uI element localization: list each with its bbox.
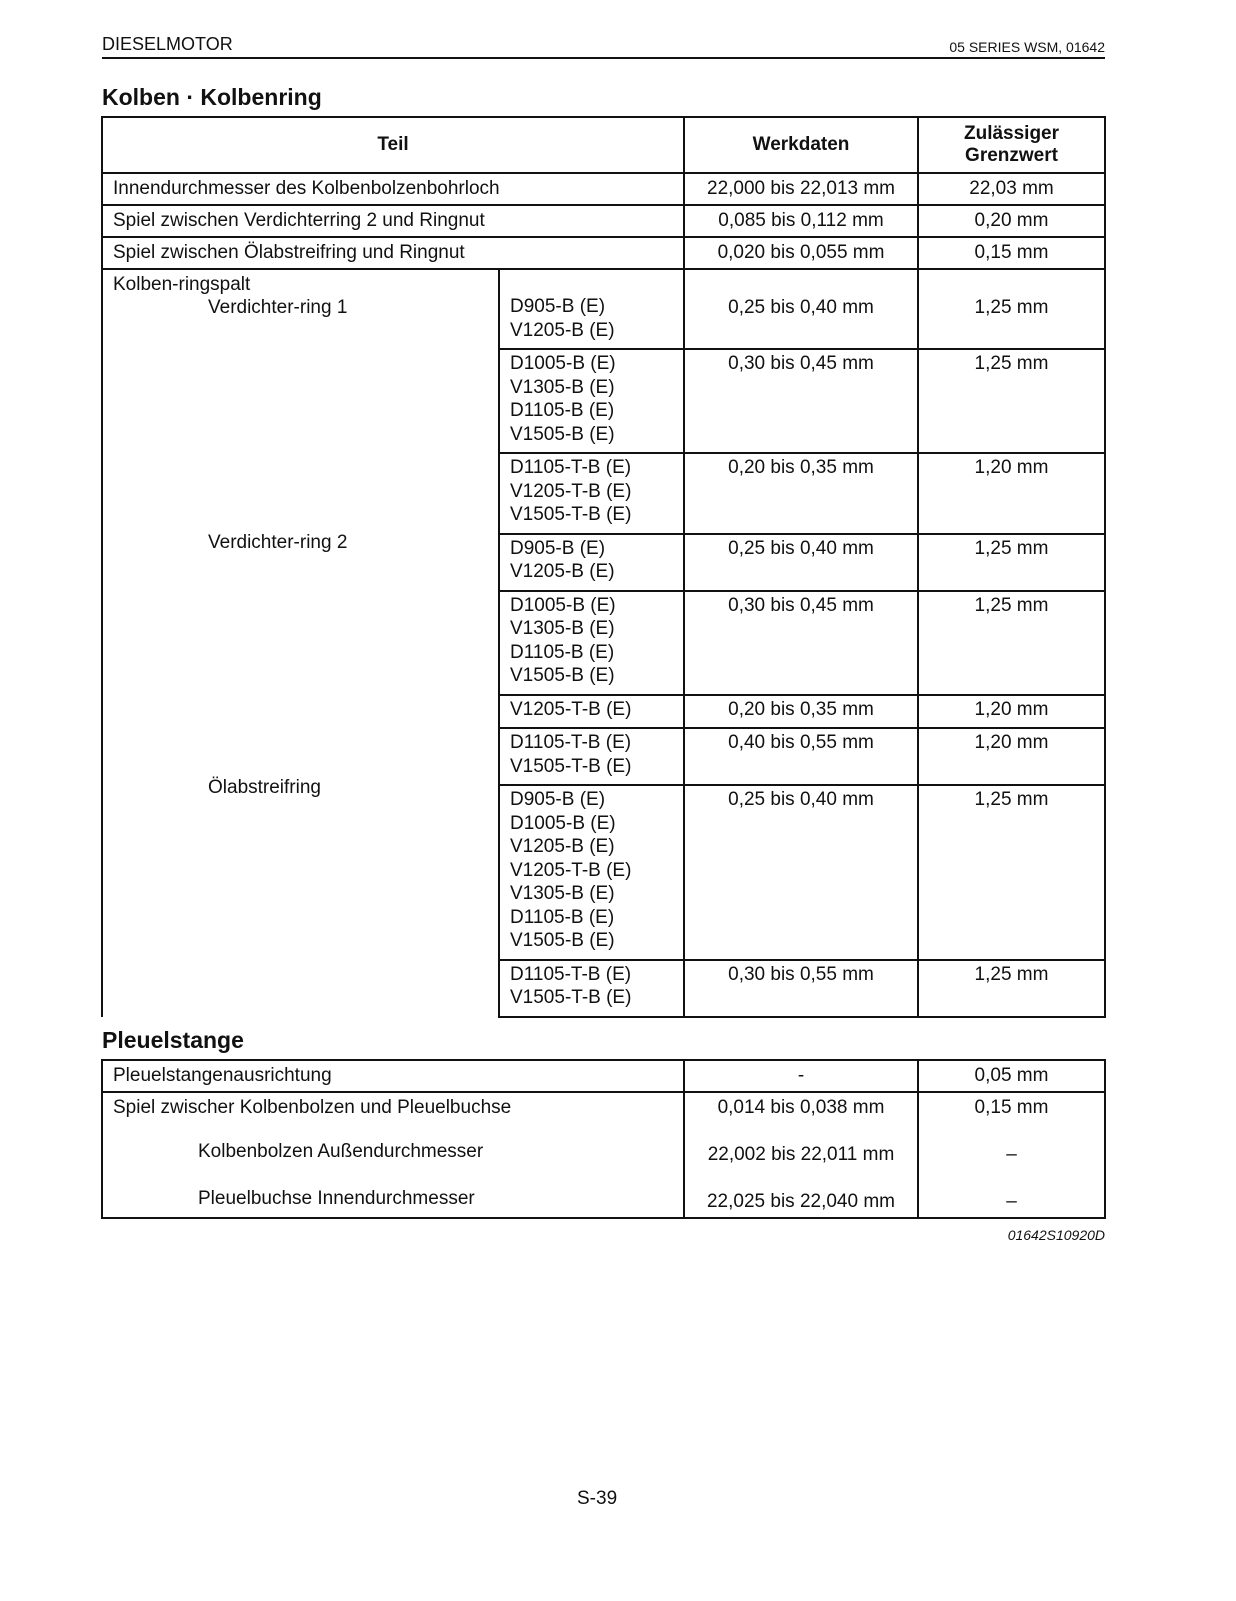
row-limit: 0,20 mm	[918, 205, 1105, 237]
model-name: D1105-B (E)	[510, 400, 615, 421]
row-limit: 0,15 mm	[918, 237, 1105, 269]
model-name: D1005-B (E)	[510, 812, 616, 834]
model-name: V1505-T-B (E)	[510, 755, 632, 777]
clearance-label: Spiel zwischer Kolbenbolzen und Pleuelbuchse	[113, 1097, 512, 1118]
row-factory: 22,000 bis 22,013 mm	[684, 173, 918, 205]
model-name: V1305-B (E)	[510, 883, 615, 904]
row-factory	[684, 1092, 918, 1218]
row-part: Pleuelstangenausrichtung	[102, 1060, 684, 1092]
table-row	[102, 173, 1105, 205]
conrod-table	[101, 1059, 1106, 1219]
model-name: V1205-B (E)	[510, 836, 615, 857]
limit-cell: 1,25 mm	[918, 591, 1105, 695]
column-header-limit	[918, 117, 1105, 173]
limit-cell: 1,25 mm	[918, 269, 1105, 349]
table-header-row	[102, 117, 1105, 173]
ring-gap-cell	[102, 269, 499, 1017]
factory-cell: 0,30 bis 0,45 mm	[684, 591, 918, 695]
model-name: D905-B (E)	[510, 537, 606, 559]
row-factory: 0,085 bis 0,112 mm	[684, 205, 918, 237]
ring2-label: Verdichter-ring 2	[208, 532, 348, 553]
factory-cell: 0,25 bis 0,40 mm	[684, 534, 918, 591]
row-part: Spiel zwischen Ölabstreifring und Ringnut	[102, 237, 684, 269]
bushing-id-label: Pleuelbuchse Innendurchmesser	[198, 1188, 475, 1209]
models-cell	[499, 269, 684, 349]
row-limit: 22,03 mm	[918, 173, 1105, 205]
models-cell	[499, 534, 684, 591]
model-name: D1105-B (E)	[510, 641, 615, 663]
document-code: 01642S10920D	[1007, 1227, 1105, 1243]
factory-cell: 0,30 bis 0,45 mm	[684, 349, 918, 453]
page-header	[102, 35, 1105, 59]
models-cell	[499, 695, 684, 729]
model-name: V1505-B (E)	[510, 930, 615, 951]
column-header-factory: Werkdaten	[684, 117, 918, 173]
section-title-conrod: Pleuelstange	[102, 1027, 244, 1053]
ring1-label: Verdichter-ring 1	[208, 297, 348, 318]
model-name: V1205-T-B (E)	[510, 480, 632, 502]
models-cell	[499, 960, 684, 1017]
factory-cell: 0,25 bis 0,40 mm	[684, 269, 918, 349]
row-limit: 0,05 mm	[918, 1060, 1105, 1092]
model-name: D1005-B (E)	[510, 353, 616, 374]
row-part: Spiel zwischen Verdichterring 2 und Ringnut	[102, 205, 684, 237]
column-header-part: Teil	[102, 117, 684, 173]
pin-od-limit: –	[1006, 1144, 1017, 1165]
bushing-id-limit: –	[1006, 1191, 1017, 1212]
factory-cell: 0,25 bis 0,40 mm	[684, 785, 918, 960]
factory-cell: 0,40 bis 0,55 mm	[684, 728, 918, 785]
limit-cell: 1,25 mm	[918, 785, 1105, 960]
factory-cell: 0,30 bis 0,55 mm	[684, 960, 918, 1017]
piston-ring-table	[101, 116, 1106, 1018]
model-name: V1205-B (E)	[510, 319, 615, 341]
table-row	[102, 1092, 1105, 1218]
limit-cell: 1,25 mm	[918, 349, 1105, 453]
limit-cell: 1,25 mm	[918, 960, 1105, 1017]
factory-cell: 0,20 bis 0,35 mm	[684, 453, 918, 534]
column-header-limit-line1: Zulässiger	[963, 123, 1060, 144]
models-cell	[499, 349, 684, 453]
model-name: D1105-B (E)	[510, 906, 615, 928]
header-section-title: DIESELMOTOR	[102, 34, 233, 54]
row-limit	[918, 1092, 1105, 1218]
bushing-id-factory: 22,025 bis 22,040 mm	[706, 1191, 895, 1212]
header-manual-id: 05 SERIES WSM, 01642	[949, 39, 1105, 55]
model-name: D1105-T-B (E)	[510, 963, 632, 985]
model-name: D1105-T-B (E)	[510, 457, 632, 478]
model-name: D1105-T-B (E)	[510, 732, 632, 753]
model-name: D905-B (E)	[510, 296, 606, 317]
ring-gap-title: Kolben-ringspalt	[113, 274, 251, 295]
table-row	[102, 269, 1105, 349]
models-cell	[499, 728, 684, 785]
page-number: S-39	[577, 1488, 618, 1509]
clearance-limit: 0,15 mm	[974, 1097, 1049, 1118]
limit-cell: 1,20 mm	[918, 728, 1105, 785]
models-cell	[499, 591, 684, 695]
model-name: V1505-T-B (E)	[510, 987, 632, 1008]
model-name: D1005-B (E)	[510, 594, 616, 616]
oil-ring-label: Ölabstreifring	[208, 777, 321, 798]
section-title-piston: Kolben · Kolbenring	[102, 84, 322, 110]
model-name: V1205-T-B (E)	[510, 859, 632, 881]
table-row	[102, 205, 1105, 237]
limit-cell: 1,20 mm	[918, 695, 1105, 729]
model-name: V1505-B (E)	[510, 423, 615, 445]
model-name: V1305-B (E)	[510, 618, 615, 639]
table-row	[102, 237, 1105, 269]
factory-cell: 0,20 bis 0,35 mm	[684, 695, 918, 729]
model-name: V1305-B (E)	[510, 376, 615, 398]
model-name: V1205-T-B (E)	[510, 698, 632, 720]
model-name: V1505-B (E)	[510, 665, 615, 686]
models-cell	[499, 785, 684, 960]
column-header-limit-line2: Grenzwert	[965, 145, 1058, 166]
row-part: Innendurchmesser des Kolbenbolzenbohrloch	[102, 173, 684, 205]
row-part	[102, 1092, 684, 1218]
row-factory: 0,020 bis 0,055 mm	[684, 237, 918, 269]
models-cell	[499, 453, 684, 534]
pin-od-factory: 22,002 bis 22,011 mm	[707, 1144, 895, 1165]
model-name: D905-B (E)	[510, 789, 606, 810]
model-name: V1505-T-B (E)	[510, 504, 632, 525]
row-factory: -	[684, 1060, 918, 1092]
clearance-factory: 0,014 bis 0,038 mm	[717, 1097, 885, 1118]
table-row	[102, 1060, 1105, 1092]
model-name: V1205-B (E)	[510, 561, 615, 582]
limit-cell: 1,20 mm	[918, 453, 1105, 534]
limit-cell: 1,25 mm	[918, 534, 1105, 591]
pin-od-label: Kolbenbolzen Außendurchmesser	[198, 1141, 484, 1162]
